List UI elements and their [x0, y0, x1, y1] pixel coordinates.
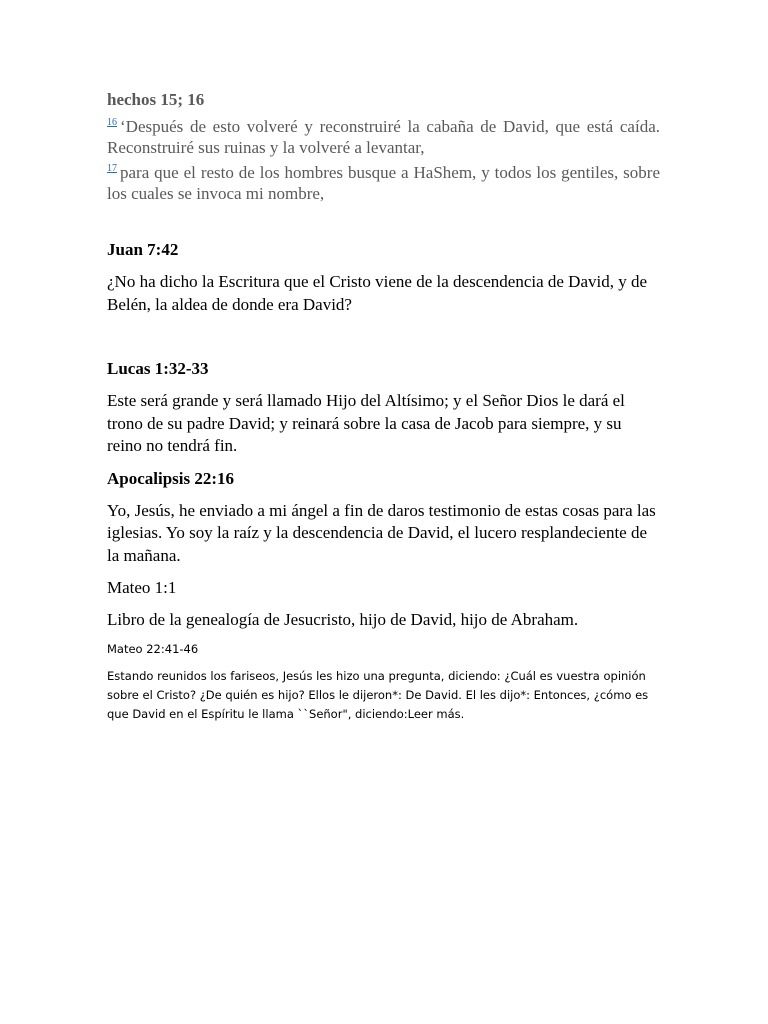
- juan-reference: Juan 7:42: [107, 240, 179, 259]
- juan-text: ¿No ha dicho la Escritura que el Cristo viene de la descendencia de David, y de Belén, la aldea de donde era David?: [107, 272, 648, 314]
- mateo22-reference: Mateo 22:41-46: [107, 641, 199, 656]
- lucas-text: Este será grande y será llamado Hijo del Altísimo; y el Señor Dios le dará el trono de su padre David; y reinará sobre la casa de Jacob para siempre, y su reino no tendrá fin.: [107, 391, 625, 455]
- document-page: [107, 90, 660, 724]
- verse-text: para que el resto de los hombres busque a HaShem, y todos los gentiles, sobre los cuales se invoca mi nombre,: [107, 163, 660, 203]
- hechos-verse-16: [107, 116, 660, 158]
- apocalipsis-reference: Apocalipsis 22:16: [107, 468, 235, 488]
- mateo1-text: Libro de la genealogía de Jesucristo, hijo de David, hijo de Abraham.: [107, 610, 579, 629]
- verse-number-link[interactable]: 17: [107, 163, 117, 175]
- lucas-reference: Lucas 1:32-33: [107, 359, 209, 378]
- mateo1-reference: Mateo 1:1: [107, 578, 177, 597]
- verse-text: ‘Después de esto volveré y reconstruiré la cabaña de David, que está caída. Reconstruiré sus ruinas y la volveré a levantar,: [107, 117, 660, 157]
- mateo22-text: Estando reunidos los fariseos, Jesús les hizo una pregunta, diciendo: ¿Cuál es vuestra opinión sobre el Cristo? ¿De quién es hijo? Ellos le dijeron*: De David. El les dijo*: Entonces, ¿cómo es que David en el Espíritu le llama ``Señor", diciendo:Leer más.: [107, 668, 649, 721]
- hechos-heading: hechos 15; 16: [107, 90, 205, 109]
- apocalipsis-text: Yo, Jesús, he enviado a mi ángel a fin de daros testimonio de estas cosas para las iglesias. Yo soy la raíz y la descendencia de David, el lucero resplandeciente de la mañana.: [107, 500, 656, 565]
- verse-number-link[interactable]: 16: [107, 117, 117, 129]
- hechos-verse-17: [107, 162, 660, 204]
